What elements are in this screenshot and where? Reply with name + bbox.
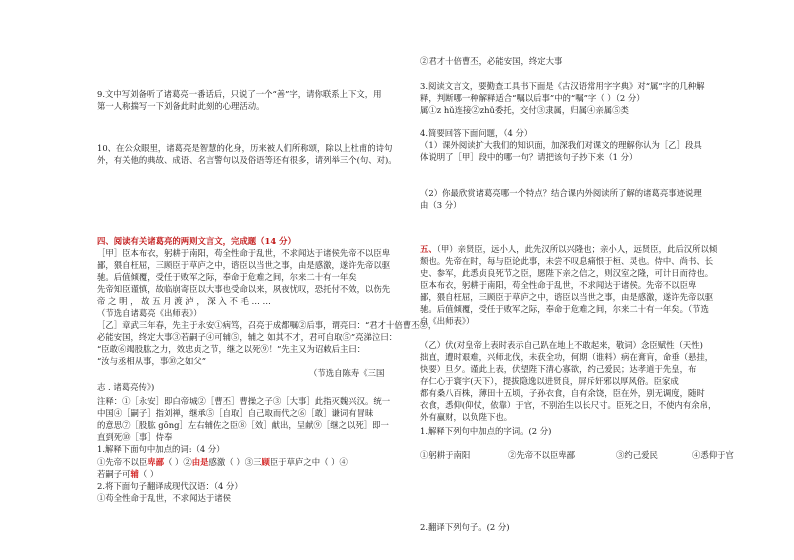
passage-a-line-4: 先帝知臣谨慎，故临崩寄臣以大事也受命以来，夙夜忧叹，恐托付不效，以伤先 [97, 284, 391, 294]
q2-item-2: ②君才十倍曹丕，必能安国，终定大事 [420, 56, 563, 66]
q1-item-2-text: （ ）② [164, 457, 192, 467]
q1-item-4-pre: 若嗣子可 [97, 469, 131, 479]
section5-line-2: 颓也。先帝在时，每与臣论此事，未尝不叹息痛恨于桓、灵也。侍中、尚书、长 [420, 256, 714, 266]
q1-right-item-3: ③约己爱民 [616, 450, 658, 460]
q2-title: 2.将下面句子翻译成现代汉语：（4 分） [97, 481, 243, 491]
q1-items [97, 457, 348, 468]
q1-right-item-2: ②先帝不以臣卑鄙 [508, 450, 575, 460]
q1-item-3-word: 顾 [261, 457, 270, 467]
q1-item-4-post: （ ） [138, 469, 159, 479]
passage-a-line-5: 帝 之 明 ， 故 五 月 渡 泸 ， 深 入 不 毛 … … [97, 296, 271, 306]
passage-yi-line-6: 衣食，悉仰(仰仗，依靠）于官，不别治生以长尺寸。臣死之日，不使内有余帛， [420, 400, 717, 410]
section5-line-6: 驰。后值倾覆，受任于败军之际，奉命于危难之间，尔来二十有一年矣。（节选 [420, 304, 709, 314]
passage-b-source: （节选自陈寿《三国 [309, 368, 385, 378]
passage-a-source: （节选自诸葛亮《出师表》） [97, 308, 202, 318]
q1-item-4-text: 臣于草庐之中（ ）④ [269, 457, 348, 467]
passage-yi-line-7: 外有赢财，以负陛下也。 [420, 412, 513, 422]
q3-line-1: 3.阅读文言文，要勤查工具书下面是《古汉语常用字字典》对“属”字的几种解 [420, 81, 705, 91]
passage-yi-line-5: 都有桑八百株，薄田十五顷，子孙衣食，自有余饶，臣在外，别无调度，随时 [420, 388, 705, 398]
q3-line-3: 属①z hǔ连接②zhǔ委托，交付③隶属，归属④亲属⑤类 [420, 105, 629, 115]
q1-title: 1.解释下面句中加点的词:（4 分） [97, 444, 225, 454]
section5-label: 五、 [420, 244, 437, 254]
passage-b-source-2: 志 . 诸葛亮传》) [97, 382, 155, 392]
passage-yi-line-3: 快要）旦夕。谨此上表，伏望陛下清心寡欲，约己爱民；达孝道于先皇，布 [420, 364, 697, 374]
section5-line-5: 鄙，猥自枉屈，三顾臣于草庐之中，谘臣以当世之事，由是感激，遂许先帝以驱 [420, 292, 714, 302]
q10-line-2: 外，有关他的典故、成语、名言警句以及俗语等还有很多，请列举三个(句、对)。 [97, 155, 397, 165]
q1-right-item-4: ④悉仰于官 [692, 450, 734, 460]
passage-a-line-1: ［甲］臣本布衣，躬耕于南阳，苟全性命于乱世，不求闻达于诸侯先帝不以臣卑 [97, 248, 391, 258]
q2-item-1: ①苟全性命于乱世，不求闻达于诸侯 [97, 493, 231, 503]
section5-text-1: （甲）亲贤臣，远小人，此先汉所以兴隆也；亲小人，远贤臣，此后汉所以倾 [436, 244, 718, 254]
passage-yi-line-1: （乙）伏(对皇帝上表时表示自己趴在地上不敢起来，敬词）念臣赋性（天性) [420, 340, 703, 350]
q1-item-3-text: 感激（ ）③三 [208, 457, 262, 467]
passage-a-line-2: 鄙，猥自枉屈，三顾臣于草庐之中，谘臣以当世之事，由是感激，遂许先帝以驱 [97, 260, 391, 270]
passage-b-line-2: 必能安国，终定大事③若嗣子④可辅⑤，辅之 如其不才，君可自取⑤”亮涕泣曰： [97, 332, 398, 342]
q3-line-2: 释，判断哪一种解释适合“嘱以后事”中的“嘱”字（ ）（2 分） [420, 93, 645, 103]
section5-line-1 [420, 244, 717, 255]
passage-b-line-4: “汝与丞相从事，事⑩之如父” [97, 356, 207, 366]
section5-line-3: 史、参军，此悉贞良死节之臣，愿陛下亲之信之，则汉室之隆，可计日而待也。 [420, 268, 714, 278]
q4-2-line-1: （2）你最欣赏诸葛亮哪一个特点？结合课内外阅读所了解的诸葛亮事迹说理 [420, 188, 702, 198]
q1-item-2-word: 由是 [191, 457, 209, 467]
q4-title: 4.简要回答下面问题，（4 分） [420, 128, 533, 138]
passage-yi-line-4: 存仁心于寰宇(天下），提拔隐逸以进贤良，屏斥奸邪以厚风俗。臣家成 [420, 376, 679, 386]
section5-line-7: 自《出师表》） [420, 316, 475, 326]
q1-item-1-word: 卑鄙 [147, 457, 164, 467]
q10-line-1: 10、在公众眼里，诸葛亮是智慧的化身，历来被人们所称颂，除以上杜甫的诗句 [97, 143, 393, 153]
notes-line-2: 中国④［嗣子］指刘禅，继承⑤［自取］自己取而代之⑥［敢］谦词有冒昧 [97, 408, 374, 418]
notes-line-1: 注释：①［永安］即白帝城②［曹丕］曹操之子③［大事］此指灭魏兴汉。统一 [97, 396, 391, 406]
q4-2-line-2: 由（3 分） [420, 200, 462, 210]
passage-b-line-1: ［乙］章武三年春，先主于永安①病笃，召亮于成都嘱②后事，谓亮曰：“君才十倍曹丕②， [97, 320, 437, 330]
q1-item-1-text: ①先帝不以臣 [97, 457, 148, 467]
notes-line-4: 直到死⑩［事］侍奉 [97, 432, 173, 442]
section5-line-4: 臣本布衣，躬耕于南阳，苟全性命于乱世，不求闻达于诸侯。先帝不以臣卑 [420, 280, 697, 290]
q1-items-2 [97, 469, 158, 480]
q1-item-4-word: 辅 [130, 469, 139, 479]
passage-a-line-3: 驰。后值倾覆，受任于败军之际，奉命于危难之间，尔来二十有一年矣 [97, 272, 357, 282]
q4-1-line-1: （1）课外阅读扩大我们的知识面，加深我们对课文的理解你认为［乙］段具 [420, 140, 702, 150]
q9-line-2: 第一人称揣写一下刘备此时此刻的心理活动。 [97, 101, 265, 111]
q9-line-1: 9.文中写刘备听了诸葛亮一番话后，只说了一个“善”字，请你联系上下文，用 [97, 89, 382, 99]
passage-yi-line-2: 拙直，遭时艰难，兴师北伐，未获全功，何期（谁料）病在膏肓，命垂（悬挂， [420, 352, 714, 362]
passage-b-line-3: “臣敢⑥竭股肱之力，效忠贞之节，继之以死⑨！”先主又为诏敕后主曰： [97, 344, 366, 354]
q2-title-right: 2.翻译下列句子。(2 分) [420, 522, 510, 532]
section4-title: 四、阅读有关诸葛亮的两则文言文，完成题（14 分） [97, 236, 296, 246]
notes-line-3: 的意思⑦［股肱 gōng］左右辅佐之臣⑧［效］献出，呈献⑨［继之以死］即一 [97, 420, 389, 430]
q4-1-line-2: 体说明了［甲］段中的哪一句？请把该句子抄下来（1 分） [420, 152, 638, 162]
q1-right-item-1: ①躬耕于南阳 [420, 450, 471, 460]
q1-title-right: 1.解释下列句中加点的字词。(2 分) [420, 426, 552, 436]
